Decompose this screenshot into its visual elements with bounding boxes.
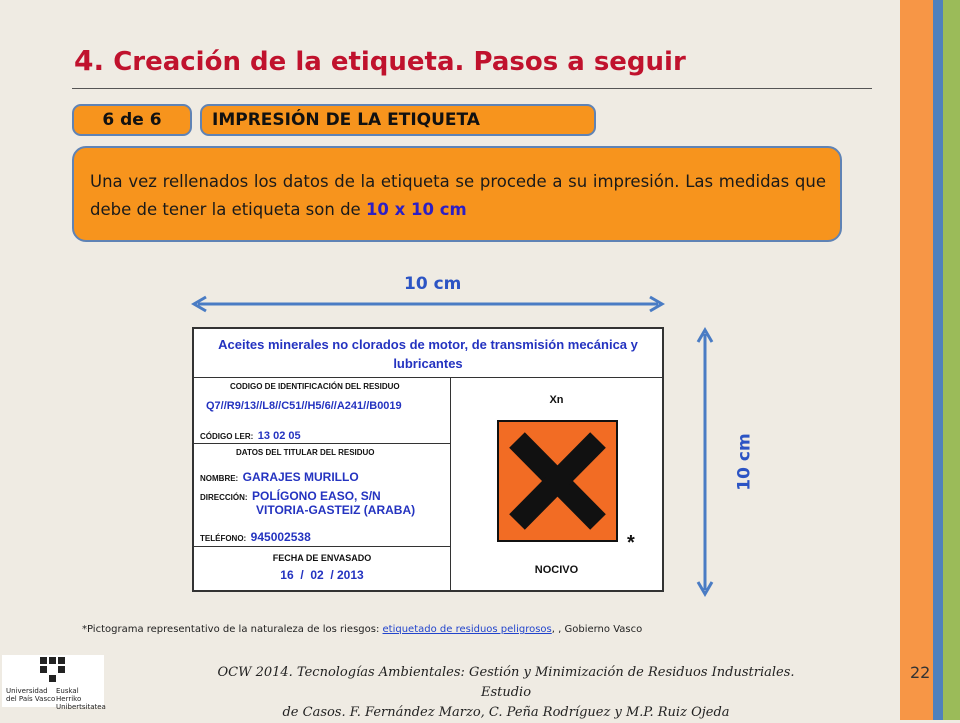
label-asterisk: * bbox=[627, 532, 635, 554]
logo-text-eu-2: Unibertsitatea bbox=[56, 703, 106, 711]
logo-text-es-1: Universidad bbox=[6, 687, 48, 695]
instruction-text: Una vez rellenados los datos de la etiqueta se procede a su impresión. Las medidas que debe de tener la etiqueta son de bbox=[90, 172, 826, 219]
label-ler-label: CÓDIGO LER: bbox=[200, 432, 254, 441]
footnote-suffix: , , Gobierno Vasco bbox=[551, 624, 643, 635]
label-name-label: NOMBRE: bbox=[200, 474, 239, 483]
credit-line1: OCW 2014. Tecnologías Ambientales: Gestión y Minimización de Residuos Industriales. Estudio bbox=[217, 665, 795, 700]
footnote-link[interactable]: etiquetado de residuos peligrosos bbox=[382, 624, 552, 635]
title-text: Creación de la etiqueta. Pasos a seguir bbox=[113, 47, 686, 77]
step-counter: 6 de 6 bbox=[72, 104, 192, 136]
instruction-highlight: 10 x 10 cm bbox=[365, 200, 467, 219]
label-address-line1: POLÍGONO EASO, S/N bbox=[252, 489, 381, 503]
label-product-cell bbox=[193, 328, 663, 378]
credit-text bbox=[206, 663, 806, 723]
credit-line2: de Casos. F. Fernández Marzo, C. Peña Rodríguez y M.P. Ruiz Ojeda bbox=[282, 705, 730, 720]
label-ler-value: 13 02 05 bbox=[257, 430, 301, 442]
label-holder-header: DATOS DEL TITULAR DEL RESIDUO bbox=[236, 448, 375, 457]
label-holder-cell bbox=[193, 443, 451, 547]
label-code-cell bbox=[193, 377, 451, 444]
step-heading: IMPRESIÓN DE LA ETIQUETA bbox=[200, 104, 596, 136]
height-arrow bbox=[698, 330, 712, 594]
harmful-pictogram-icon bbox=[497, 420, 618, 542]
label-product-line1: Aceites minerales no clorados de motor, de transmisión mecánica y bbox=[218, 337, 638, 352]
label-date-value: 16 / 02 / 2013 bbox=[280, 568, 364, 582]
label-date-cell bbox=[193, 546, 451, 591]
width-arrow bbox=[194, 297, 662, 311]
label-address-line2: VITORIA-GASTEIZ (ARABA) bbox=[256, 503, 416, 517]
label-hazard-name: NOCIVO bbox=[534, 564, 579, 576]
label-hazard-code: Xn bbox=[549, 394, 564, 406]
title-number: 4. bbox=[74, 44, 105, 77]
width-label: 10 cm bbox=[404, 274, 462, 294]
label-address-label: DIRECCIÓN: bbox=[200, 493, 248, 502]
label-code-header: CODIGO DE IDENTIFICACIÓN DEL RESIDUO bbox=[230, 382, 400, 391]
height-label: 10 cm bbox=[734, 433, 755, 491]
label-date-header: FECHA DE ENVASADO bbox=[272, 553, 372, 563]
label-code: Q7//R9/13//L8//C51//H5/6//A241//B0019 bbox=[206, 400, 402, 412]
label-name-value: GARAJES MURILLO bbox=[242, 470, 359, 484]
footnote-prefix: *Pictograma representativo de la naturaleza de los riesgos: bbox=[82, 624, 383, 635]
footnote bbox=[82, 624, 642, 635]
university-logo bbox=[2, 655, 106, 711]
page-number: 22 bbox=[910, 663, 931, 682]
logo-text-eu-1: Euskal Herriko bbox=[56, 687, 82, 703]
label-phone-value: 945002538 bbox=[250, 530, 311, 544]
waste-label bbox=[192, 327, 664, 592]
label-phone-label: TELÉFONO: bbox=[200, 534, 247, 543]
logo-text-es-2: del País Vasco bbox=[6, 695, 56, 703]
label-product-line2: lubricantes bbox=[393, 356, 463, 371]
